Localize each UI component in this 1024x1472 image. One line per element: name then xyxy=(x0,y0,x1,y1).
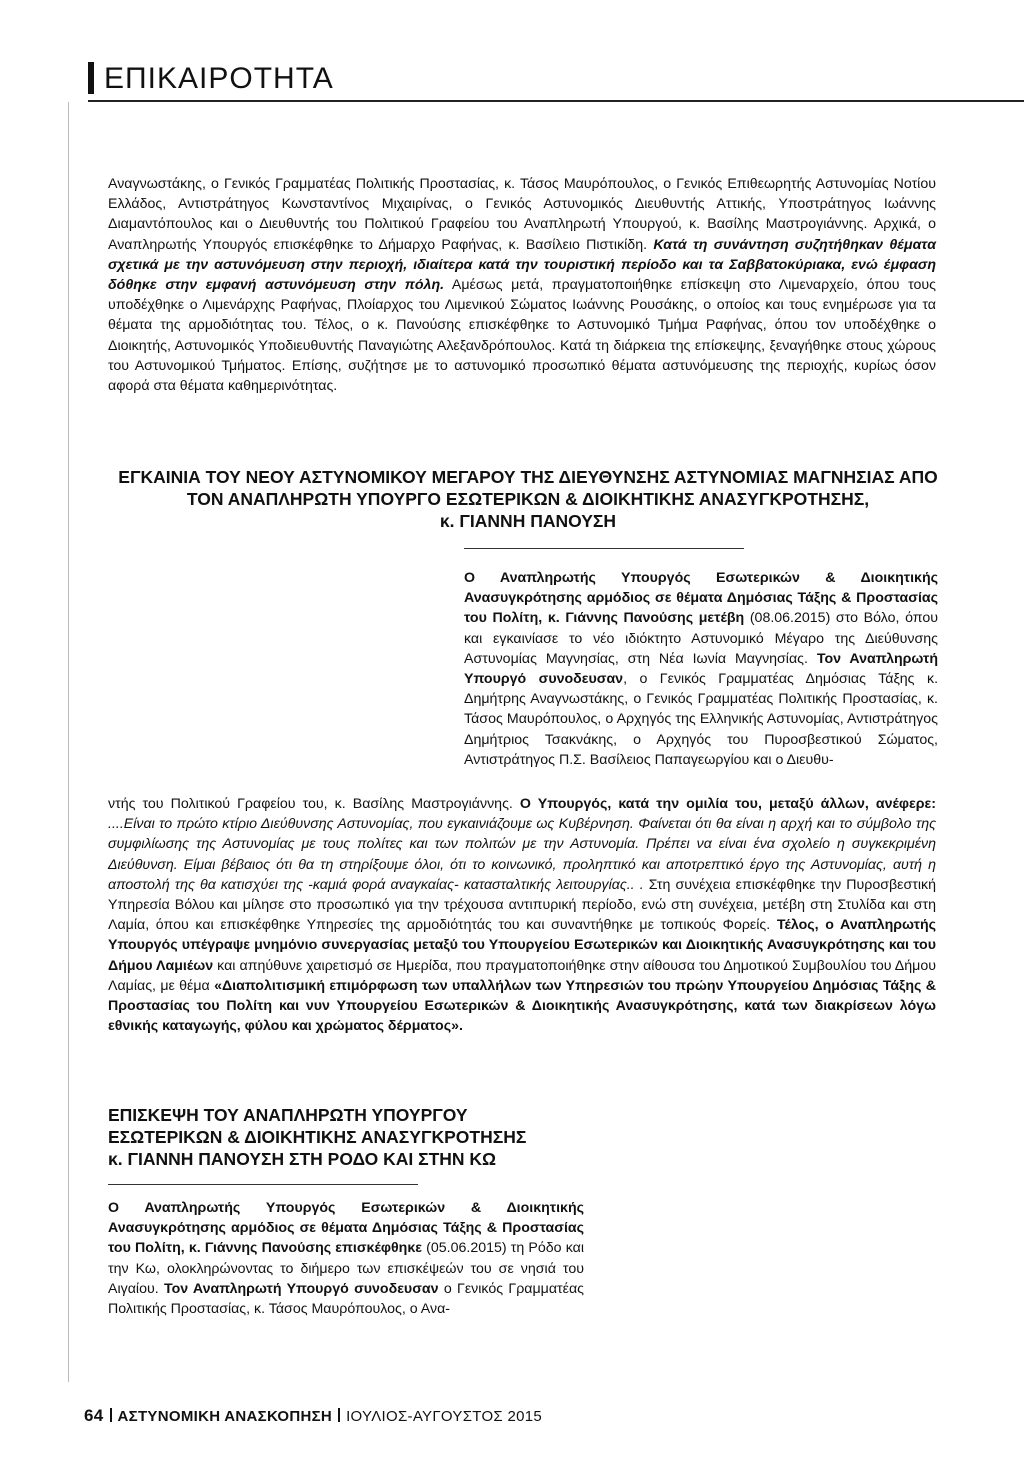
page-footer xyxy=(84,1406,542,1426)
lead-bold: Ο Αναπληρωτής Υπουργός Εσωτερικών & Διοικητικής Ανασυγκρότησης αρμόδιος σε θέματα Δημόσιας Τάξης & Προστασίας του Πολίτη, κ. Γιάννης Πανούσης μετέβη xyxy=(464,570,938,627)
section-heading-line: ΕΓΚΑΙΝΙΑ ΤΟΥ ΝΕΟΥ ΑΣΤΥΝΟΜΙΚΟΥ ΜΕΓΑΡΟΥ ΤΗΣ ΔΙΕΥΘΥΝΣΗΣ ΑΣΤΥΝΟΜΙΑΣ ΜΑΓΝΗΣΙΑΣ ΑΠΟ xyxy=(118,467,938,487)
left-margin-rule xyxy=(68,102,69,1382)
article-lead xyxy=(464,568,938,770)
paragraph-text: Αμέσως μετά, πραγματοποιήθηκε επίσκεψη στο Λιμεναρχείο, όπου τους υποδέχθηκε ο Λιμενάρχης Ραφήνας, Πλοίαρχος του Λιμενικού Σώματος Ιωάννης Ρουσάκης, ο οποίος και τους ενημέρωσε για τα θέματα της αρμοδιότητας του. Τέλος, ο κ. Πανούσης επισκέφθηκε το Αστυνομικό Τμήμα Ραφήνας, όπου τον υποδέχθηκε ο Διοικητής, Αστυνομικός Υποδιευθυντής Παναγιώτης Αλεξανδρόπουλος. Κατά τη διάρκεια της επίσκεψης, ξεναγήθηκε στους χώρους του Αστυνομικού Τμήματος. Επίσης, συζήτησε με το αστυνομικό προσωπικό θέματα αστυνόμευσης της περιοχής, κυρίως όσον αφορά στα θέματα καθημερινότητας. xyxy=(108,277,936,395)
body-bold: Ο Υπουργός, κατά την ομιλία του, μεταξύ άλλων, ανέφερε: xyxy=(519,796,936,812)
lead-text: (05.06.2015) τη Ρόδο και την Κω, ολοκληρώνοντας το διήμερο των επισκέψεών του σε νησιά του Αιγαίου. xyxy=(108,1240,584,1297)
section-heading-line: ΤΟΝ ΑΝΑΠΛΗΡΩΤΗ ΥΠΟΥΡΓΟ ΕΣΩΤΕΡΙΚΩΝ & ΔΙΟΙΚΗΤΙΚΗΣ ΑΝΑΣΥΓΚΡΟΤΗΣΗΣ, xyxy=(186,489,870,509)
section-heading-line: κ. ΓΙΑΝΝΗ ΠΑΝΟΥΣΗ xyxy=(439,511,617,531)
body-bold: Τέλος, ο Αναπληρωτής Υπουργός υπέγραψε μνημόνιο συνεργασίας μεταξύ του Υπουργείου Εσωτερικών και Διοικητικής Ανασυγκρότησης και του Δήμου Λαμιέων xyxy=(108,917,936,974)
header-rule xyxy=(88,100,1024,102)
lead-bold: Τον Αναπληρωτή Υπουργό συνοδευσαν xyxy=(464,650,938,688)
lead-text: , ο Γενικός Γραμματέας Δημόσιας Τάξης κ. Δημήτρης Αναγνωστάκης, ο Γενικός Γραμματέας Πολιτικής Προστασίας, κ. Τάσος Μαυρόπουλος, ο Αρχηγός της Ελληνικής Αστυνομίας, Αντιστράτηγος Δημήτριος Τσακνάκης, ο Αρχηγός του Πυροσβεστικού Σώματος, Αντιστράτηγος Π.Σ. Βασίλειος Παπαγεωργίου και ο Διευθυ- xyxy=(464,671,939,768)
article-lead xyxy=(108,1198,584,1319)
lead-text: ο Γενικός Γραμματέας Πολιτικής Προστασίας, κ. Τάσος Μαυρόπουλος, ο Ανα- xyxy=(108,1280,584,1318)
heading-separator xyxy=(108,1184,418,1185)
section-heading-line: ΕΠΙΣΚΕΨΗ ΤΟΥ ΑΝΑΠΛΗΡΩΤΗ ΥΠΟΥΡΓΟΥ xyxy=(108,1105,468,1125)
footer-separator xyxy=(338,1408,340,1422)
body-text: και απηύθυνε χαιρετισμό σε Ημερίδα, που πραγματοποιήθηκε στην αίθουσα του Δημοτικού Συμβουλίου του Δήμου Λαμίας, με θέμα xyxy=(108,957,936,994)
footer-separator xyxy=(110,1408,112,1422)
page-number: 64 xyxy=(84,1406,104,1425)
paragraph-text: Αναγνωστάκης, ο Γενικός Γραμματέας Πολιτικής Προστασίας, κ. Τάσος Μαυρόπουλος, ο Γενικός Επιθεωρητής Αστυνομίας Νοτίου Ελλάδος, Αντιστράτηγος Κωνσταντίνος Μιχαιρίνας, ο Γενικός Αστυνομικός Διευθυντής Αττικής, Υποστράτηγος Ιωάννης Διαμαντόπουλος και ο Διευθυντής του Πολιτικού Γραφείου του Αναπληρωτή Υπουργού, κ. Βασίλης Μαστρογιάννης. Αρχικά, ο Αναπληρωτής Υπουργός επισκέφθηκε το Δήμαρχο Ραφήνας, κ. Βασίλειο Πιστικίδη. xyxy=(108,176,936,253)
body-text: ντής του Πολιτικού Γραφείου του, κ. Βασίλης Μαστρογιάννης. xyxy=(108,796,520,812)
body-quote: ....Είναι το πρώτο κτίριο Διεύθυνσης Αστυνομίας, που εγκαινιάζουμε ως Κυβέρνηση. Φαίνεται ότι θα είναι η αρχή και το σύμβολο της συμφιλίωσης της Αστυνομίας με τους πολίτες και των πολιτών με την Αστυνομία. Πρέπει να είναι ένα σχολείο η συγκεκριμένη Διεύθυνση. Είμαι βέβαιος ότι θα τη στηρίξουμε όλοι, ότι το κοινωνικό, προληπτικό και αποτρεπτικό έργο της Αστυνομίας, αυτή η αποστολή της θα κατισχύει της -καμιά φορά αναγκαίας- κατασταλτικής λειτουργίας.. . xyxy=(108,816,936,893)
body-text: Στη συνέχεια επισκέφθηκε την Πυροσβεστική Υπηρεσία Βόλου και μίλησε στο προσωπικό για την τρέχουσα αντιπυρική περίοδο, ενώ στη συνέχεια, μετέβη στη Στυλίδα και στη Λαμία, όπου και επισκέφθηκε Υπηρεσίες της αρμοδιότητάς του και συναντήθηκε με τοπικούς Φορείς. xyxy=(108,876,936,934)
header-bar xyxy=(88,62,94,94)
magazine-name: ΑΣΤΥΝΟΜΙΚΗ ΑΝΑΣΚΟΠΗΣΗ xyxy=(117,1408,333,1425)
heading-separator xyxy=(464,548,744,549)
lead-text: (08.06.2015) στο Βόλο, όπου και εγκαινίασε το νέο ιδιόκτητο Αστυνομικό Μέγαρο της Διεύθυνσης Αστυνομίας Μαγνησίας, στη Νέα Ιωνία Μαγνησίας. xyxy=(464,610,938,667)
article-paragraph xyxy=(108,174,936,396)
issue-date: ΙΟΥΛΙΟΣ-ΑΥΓΟΥΣΤΟΣ 2015 xyxy=(346,1408,543,1425)
paragraph-bold-italic: Κατά τη συνάντηση συζητήθηκαν θέματα σχετικά με την αστυνόμευση στην περιοχή, ιδιαίτερα κατά την τουριστική περίοδο και τα Σαββατοκύριακα, ενώ έμφαση δόθηκε στην εμφανή αστυνόμευση στην πόλη. xyxy=(108,236,936,294)
lead-bold: Τον Αναπληρωτή Υπουργό συνοδευσαν xyxy=(163,1280,439,1297)
section-heading-line: ΕΣΩΤΕΡΙΚΩΝ & ΔΙΟΙΚΗΤΙΚΗΣ ΑΝΑΣΥΓΚΡΟΤΗΣΗΣ xyxy=(108,1127,527,1147)
body-bold: «Διαπολιτισμική επιμόρφωση των υπαλλήλων των Υπηρεσιών του πρώην Υπουργείου Δημόσιας Τάξης & Προστασίας του Πολίτη και νυν Υπουργείου Εσωτερικών & Διοικητικής Ανασυγκρότησης, κατά των διακρίσεων λόγω εθνικής καταγωγής, φύλου και χρώματος δέρματος». xyxy=(108,977,937,1035)
lead-bold: Ο Αναπληρωτής Υπουργός Εσωτερικών & Διοικητικής Ανασυγκρότησης αρμόδιος σε θέματα Δημόσιας Τάξης & Προστασίας του Πολίτη, κ. Γιάννης Πανούσης επισκέφθηκε xyxy=(108,1200,584,1257)
section-title: ΕΠΙΚΑΙΡΟΤΗΤΑ xyxy=(104,62,334,95)
section-heading-line: κ. ΓΙΑΝΝΗ ΠΑΝΟΥΣΗ ΣΤΗ ΡΟΔΟ ΚΑΙ ΣΤΗΝ ΚΩ xyxy=(108,1149,497,1169)
article-body xyxy=(108,794,936,1036)
